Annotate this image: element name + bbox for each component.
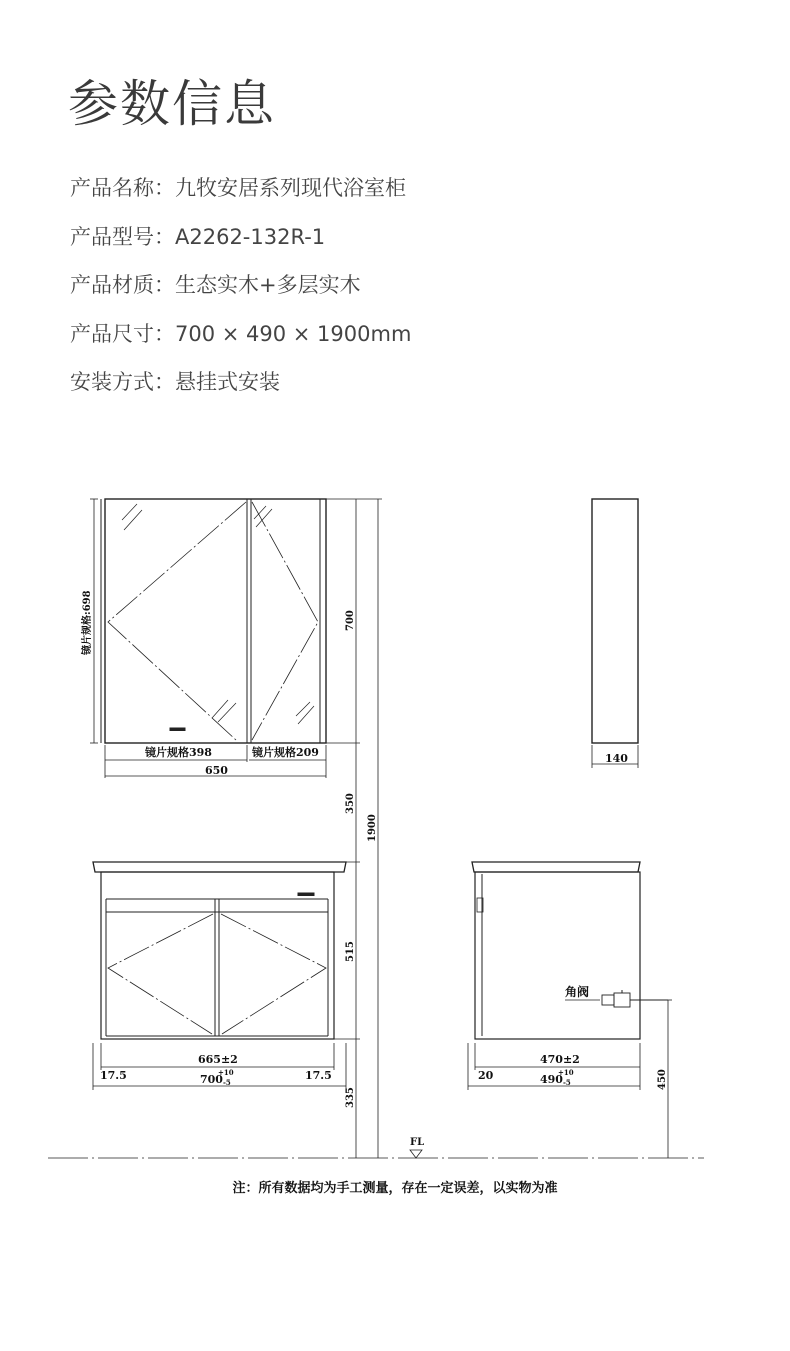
base-cabinet-front bbox=[93, 862, 346, 1039]
label-mirror-height: 镜片规格:698 bbox=[82, 590, 93, 655]
label-floor: FL bbox=[410, 1137, 425, 1148]
spec-label: 产品型号： bbox=[70, 224, 175, 249]
label-cabinet-width: 650 bbox=[205, 764, 228, 777]
label-mirror-right: 镜片规格209 bbox=[252, 746, 319, 759]
label-gap-height: 350 bbox=[345, 793, 356, 814]
spec-value: 九牧安居系列现代浴室柜 bbox=[175, 176, 406, 200]
floor-line bbox=[48, 1150, 704, 1158]
dimension-drawing bbox=[0, 470, 790, 1170]
label-base-depth: 470±2 bbox=[540, 1053, 580, 1066]
spec-label: 安装方式： bbox=[70, 370, 175, 394]
spec-product-material bbox=[70, 269, 411, 318]
spec-label: 产品材质： bbox=[70, 273, 175, 297]
spec-value: 生态实木+多层实木 bbox=[175, 273, 361, 297]
label-total-height: 1900 bbox=[367, 814, 378, 842]
label-mirror-left: 镜片规格398 bbox=[145, 746, 212, 759]
label-overall-width-sup: +10 bbox=[218, 1068, 234, 1077]
base-cabinet-side bbox=[468, 862, 672, 1158]
spec-product-name bbox=[70, 172, 411, 221]
measurement-note: 注：所有数据均为手工测量，存在一定误差，以实物为准 bbox=[232, 1181, 558, 1196]
label-side-gap: 20 bbox=[478, 1069, 494, 1082]
label-side-right: 17.5 bbox=[305, 1069, 332, 1082]
spec-list bbox=[70, 172, 411, 415]
label-floor-height: 335 bbox=[345, 1087, 356, 1108]
spec-install-method bbox=[70, 366, 411, 415]
spec-value: 700 × 490 × 1900mm bbox=[175, 321, 412, 346]
spec-product-model bbox=[70, 221, 411, 270]
label-depth-top: 140 bbox=[605, 752, 628, 765]
label-angle-valve: 角阀 bbox=[565, 985, 590, 999]
label-overall-depth-tol: -5 bbox=[562, 1078, 571, 1087]
label-overall-width-main: 700 bbox=[200, 1073, 223, 1086]
label-base-width: 665±2 bbox=[198, 1053, 238, 1066]
spec-product-size bbox=[70, 318, 411, 367]
label-valve-height: 450 bbox=[657, 1069, 668, 1090]
label-overall-depth-sup: +10 bbox=[558, 1068, 574, 1077]
label-overall-depth-main: 490 bbox=[540, 1073, 563, 1086]
label-cabinet-height: 700 bbox=[345, 610, 356, 631]
spec-label: 产品名称： bbox=[70, 176, 175, 200]
label-side-left: 17.5 bbox=[100, 1069, 127, 1082]
spec-label: 产品尺寸： bbox=[70, 321, 175, 346]
mirror-cabinet-side bbox=[592, 499, 638, 768]
page-title: 参数信息 bbox=[68, 75, 276, 133]
label-overall-width-tol: -5 bbox=[222, 1078, 231, 1087]
base-dimensions bbox=[93, 862, 360, 1158]
spec-value: 悬挂式安装 bbox=[175, 370, 280, 394]
mirror-cabinet-front bbox=[101, 499, 326, 743]
label-base-height: 515 bbox=[345, 941, 356, 962]
spec-value: A2262-132R-1 bbox=[175, 224, 326, 249]
